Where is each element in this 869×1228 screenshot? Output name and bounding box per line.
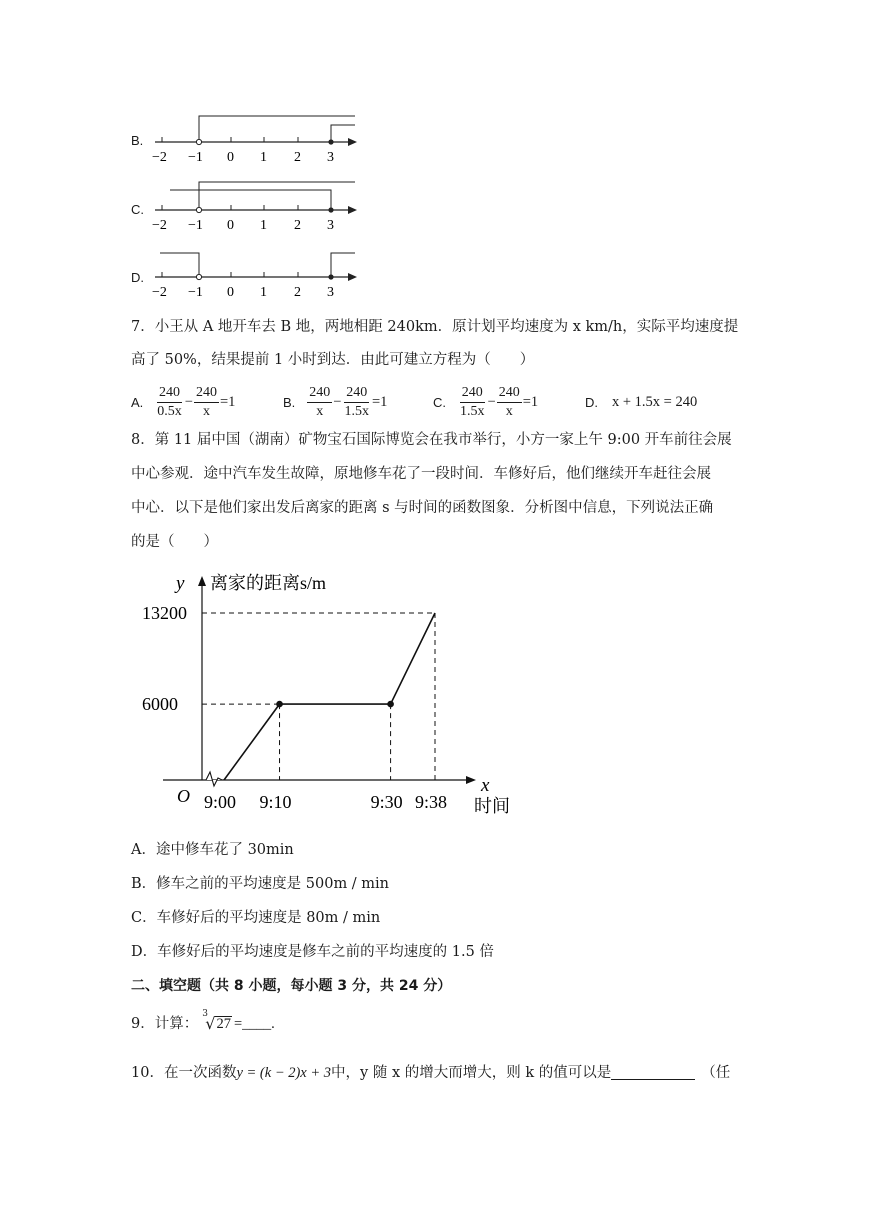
rhs: =1 bbox=[522, 393, 539, 410]
x-axis-arrow bbox=[466, 776, 476, 784]
section-heading: 二、填空题（共 8 小题，每小题 3 分，共 24 分） bbox=[131, 978, 452, 994]
series-line bbox=[224, 613, 435, 780]
tick-label: 3 bbox=[327, 285, 334, 300]
q10-suffix: （任 bbox=[701, 1065, 731, 1081]
option-d-label: D. bbox=[131, 270, 144, 285]
option-c-label: C. bbox=[433, 394, 446, 410]
y-tick-label: 6000 bbox=[142, 694, 178, 715]
x-tick-label: 9:10 bbox=[259, 792, 292, 812]
denominator: 1.5x bbox=[460, 403, 485, 419]
q7-options bbox=[131, 380, 751, 424]
chart-marks bbox=[142, 603, 447, 812]
tick-label: 1 bbox=[260, 150, 267, 165]
fraction bbox=[458, 385, 487, 419]
origin-label: O bbox=[177, 786, 190, 806]
numerator: 240 bbox=[344, 385, 369, 402]
tick-label: 0 bbox=[227, 150, 234, 165]
denominator: 1.5x bbox=[344, 403, 369, 419]
q9-suffix: =____. bbox=[233, 1015, 275, 1032]
fraction bbox=[342, 385, 371, 419]
fraction bbox=[307, 385, 332, 419]
denominator: 0.5x bbox=[157, 403, 182, 419]
tick-label: −1 bbox=[188, 218, 203, 233]
q8-option-d: D．车修好后的平均速度是修车之前的平均速度的 1.5 倍 bbox=[131, 944, 494, 960]
q8-option-a: A．途中修车花了 30min bbox=[131, 842, 294, 858]
x-axis-symbol: x bbox=[481, 775, 490, 796]
data-point bbox=[276, 701, 283, 708]
option-d-label: D. bbox=[585, 394, 598, 410]
x-tick-label: 9:38 bbox=[415, 792, 448, 812]
tick-label: 2 bbox=[294, 285, 301, 300]
distance-time-chart bbox=[140, 565, 540, 825]
rhs: =1 bbox=[371, 393, 388, 410]
x-axis-label: 时间 bbox=[474, 796, 510, 816]
tick-label: −2 bbox=[152, 150, 167, 165]
option-b-label: B. bbox=[283, 394, 296, 410]
q7-line-1: 7．小王从 A 地开车去 B 地，两地相距 240km．原计划平均速度为 x km/h，实际平均速度提 bbox=[131, 319, 739, 335]
numerator: 240 bbox=[307, 385, 332, 402]
rhs: =1 bbox=[219, 393, 236, 410]
q7-option-c bbox=[433, 380, 538, 424]
radical-sign: √ bbox=[205, 1014, 216, 1033]
q7-option-d bbox=[585, 380, 697, 424]
minus-sign: − bbox=[333, 393, 342, 410]
tick-label: −2 bbox=[152, 285, 167, 300]
x-tick-label: 9:30 bbox=[370, 792, 403, 812]
number-line-c bbox=[152, 182, 357, 233]
minus-sign: − bbox=[487, 393, 496, 410]
numerator: 240 bbox=[497, 385, 522, 402]
option-c-label: C. bbox=[131, 202, 144, 217]
numerator: 240 bbox=[157, 385, 182, 402]
numerator: 240 bbox=[460, 385, 485, 402]
root-index: 3 bbox=[202, 1009, 208, 1019]
option-b-label: B. bbox=[131, 133, 144, 148]
q9-prefix: 9．计算： bbox=[131, 1015, 199, 1032]
q10-middle: 中，y 随 x 的增大而增大，则 k 的值可以是 bbox=[331, 1065, 612, 1081]
option-a-label: A. bbox=[131, 394, 144, 410]
q7-option-b bbox=[283, 380, 387, 424]
q8-option-b: B．修车之前的平均速度是 500m / min bbox=[131, 876, 390, 892]
denominator: x bbox=[505, 403, 513, 419]
tick-label: −2 bbox=[152, 218, 167, 233]
q8-line-2: 中心参观．途中汽车发生故障，原地修车花了一段时间．车修好后，他们继续开车赶往会展 bbox=[131, 466, 711, 482]
fraction bbox=[497, 385, 522, 419]
number-line-figures bbox=[150, 108, 365, 308]
cube-root bbox=[202, 1009, 232, 1033]
q8-line-3: 中心．以下是他们家出发后离家的距离 s 与时间的函数图象．分析图中信息，下列说法正确 bbox=[131, 500, 714, 516]
x-tick-label: 9:00 bbox=[204, 792, 237, 812]
y-tick-label: 13200 bbox=[142, 603, 187, 623]
number-line-d bbox=[152, 253, 357, 300]
tick-label: −1 bbox=[188, 150, 203, 165]
denominator: x bbox=[316, 403, 324, 419]
q8-line-4: 的是（ ） bbox=[131, 534, 218, 550]
q8-option-c: C．车修好后的平均速度是 80m / min bbox=[131, 910, 381, 926]
q7-line-2: 高了 50%，结果提前 1 小时到达．由此可建立方程为（ ） bbox=[131, 352, 535, 368]
tick-label: 3 bbox=[327, 218, 334, 233]
tick-label: 1 bbox=[260, 285, 267, 300]
q9 bbox=[131, 1009, 275, 1033]
tick-label: −1 bbox=[188, 285, 203, 300]
data-point bbox=[387, 701, 394, 708]
tick-label: 2 bbox=[294, 218, 301, 233]
q10-prefix: 10．在一次函数 bbox=[131, 1065, 237, 1081]
equation: x + 1.5x = 240 bbox=[612, 393, 698, 410]
fraction bbox=[155, 385, 184, 419]
tick-label: 0 bbox=[227, 218, 234, 233]
q7-option-a bbox=[131, 380, 235, 424]
denominator: x bbox=[202, 403, 210, 419]
answer-blank[interactable] bbox=[611, 1067, 695, 1080]
tick-label: 2 bbox=[294, 150, 301, 165]
radicand: 27 bbox=[216, 1016, 231, 1033]
axis-break bbox=[206, 772, 222, 786]
y-axis-symbol: y bbox=[176, 573, 185, 594]
q10 bbox=[131, 1066, 730, 1081]
fraction bbox=[194, 385, 219, 419]
function-expression: y = (k − 2)x + 3 bbox=[236, 1065, 332, 1081]
number-line-b bbox=[152, 116, 357, 165]
q8-line-1: 8．第 11 届中国（湖南）矿物宝石国际博览会在我市举行，小方一家上午 9:00 开车前往会展 bbox=[131, 432, 732, 448]
y-axis-arrow bbox=[198, 576, 206, 586]
chart-title: 离家的距离s/m bbox=[210, 573, 327, 593]
numerator: 240 bbox=[194, 385, 219, 402]
tick-label: 3 bbox=[327, 150, 334, 165]
tick-label: 1 bbox=[260, 218, 267, 233]
tick-label: 0 bbox=[227, 285, 234, 300]
minus-sign: − bbox=[184, 393, 193, 410]
